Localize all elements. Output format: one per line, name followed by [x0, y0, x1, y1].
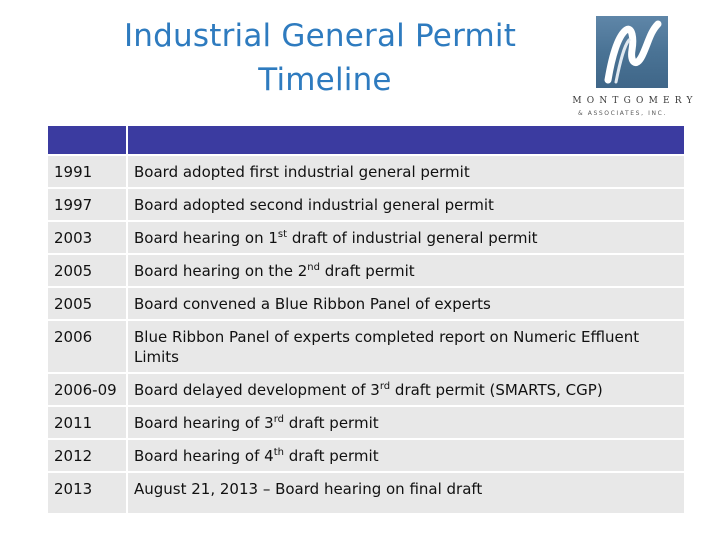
table-row [48, 407, 684, 440]
year-cell: 2011 [48, 407, 128, 440]
table-row [48, 374, 684, 407]
header-cell-year [48, 126, 128, 156]
year-cell: 2005 [48, 288, 128, 321]
table-row [48, 156, 684, 189]
title-line-2: Timeline [258, 62, 392, 98]
table-row [48, 288, 684, 321]
logo-company-subtitle: & ASSOCIATES, INC. [578, 110, 667, 117]
company-logo [560, 16, 710, 124]
event-cell: Blue Ribbon Panel of experts completed report on Numeric Effluent Limits [128, 321, 684, 374]
logo-company-name: MONTGOMERY [572, 96, 698, 106]
logo-mark-icon [596, 16, 668, 88]
year-cell: 2003 [48, 222, 128, 255]
timeline-table [48, 126, 684, 515]
year-cell: 1991 [48, 156, 128, 189]
event-cell: Board convened a Blue Ribbon Panel of experts [128, 288, 684, 321]
year-cell: 2012 [48, 440, 128, 473]
year-cell: 2006 [48, 321, 128, 374]
year-cell: 2013 [48, 473, 128, 515]
table-row [48, 440, 684, 473]
header-cell-event [128, 126, 684, 156]
event-cell: Board delayed development of 3rd draft permit (SMARTS, CGP) [128, 374, 684, 407]
table-row [48, 473, 684, 515]
year-cell: 2006-09 [48, 374, 128, 407]
event-cell: Board hearing of 3rd draft permit [128, 407, 684, 440]
event-cell: Board hearing of 4th draft permit [128, 440, 684, 473]
page-title [60, 14, 580, 102]
logo-swoosh-icon [596, 16, 668, 88]
event-cell: Board adopted first industrial general permit [128, 156, 684, 189]
table-header-row [48, 126, 684, 156]
table-row [48, 321, 684, 374]
table-row [48, 189, 684, 222]
event-cell: Board hearing on 1st draft of industrial general permit [128, 222, 684, 255]
table-row [48, 255, 684, 288]
event-cell: August 21, 2013 – Board hearing on final draft [128, 473, 684, 515]
event-cell: Board hearing on the 2nd draft permit [128, 255, 684, 288]
title-line-1: Industrial General Permit [123, 18, 517, 54]
table-row [48, 222, 684, 255]
year-cell: 2005 [48, 255, 128, 288]
year-cell: 1997 [48, 189, 128, 222]
event-cell: Board adopted second industrial general permit [128, 189, 684, 222]
